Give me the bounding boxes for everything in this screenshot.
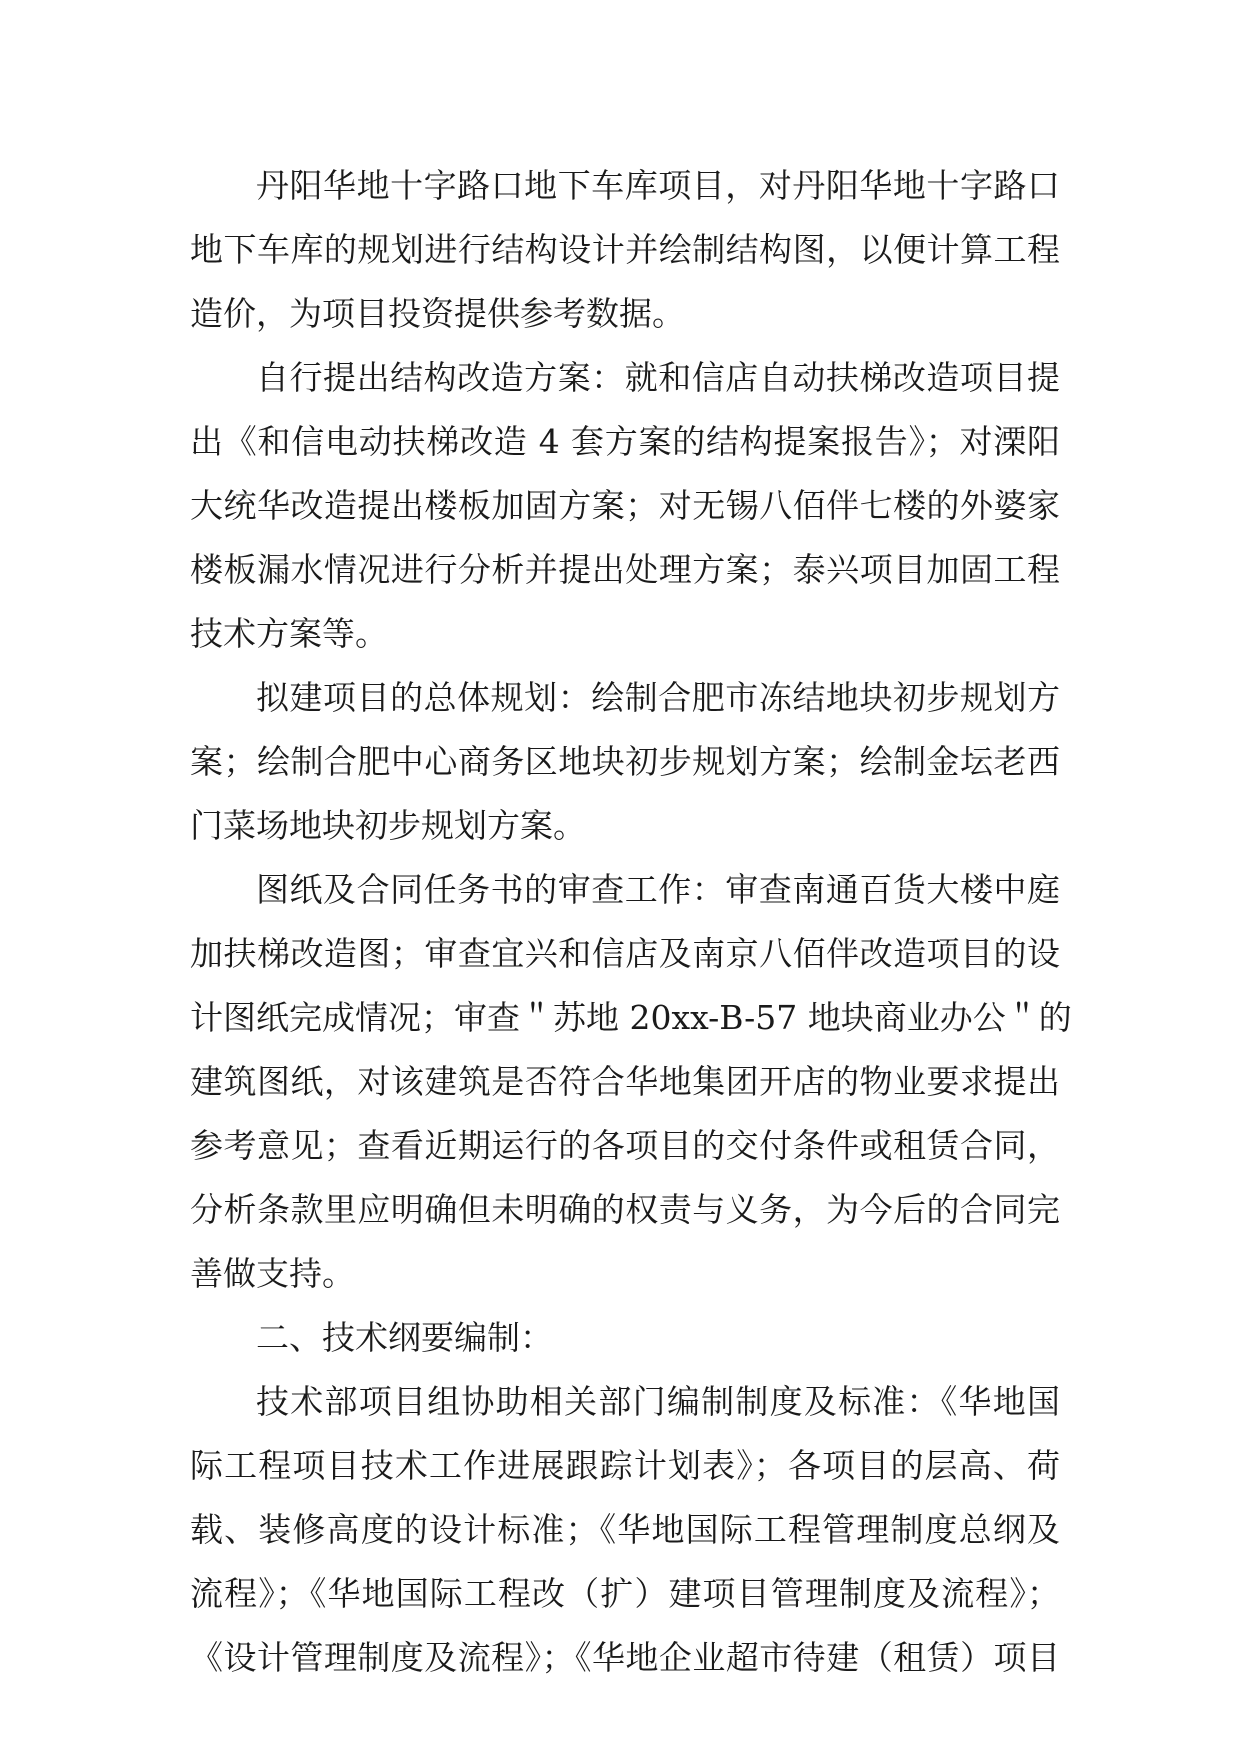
document-body [190, 154, 1072, 1690]
text-line-23: 流程》；《华地国际工程改（扩）建项目管理制度及流程》； [190, 1574, 1060, 1613]
text-line-16: 参考意见；查看近期运行的各项目的交付条件或租赁合同， [190, 1126, 1060, 1165]
text-line-12: 图纸及合同任务书的审查工作：审查南通百货大楼中庭 [256, 870, 1060, 909]
text-line-11: 门菜场地块初步规划方案。 [190, 806, 586, 845]
section-heading: 二、技术纲要编制： [256, 1318, 553, 1357]
text-line-2: 地下车库的规划进行结构设计并绘制结构图，以便计算工程 [190, 230, 1060, 269]
text-line-10: 案；绘制合肥中心商务区地块初步规划方案；绘制金坛老西 [190, 742, 1060, 781]
text-line-8: 技术方案等。 [190, 614, 388, 653]
text-line-21: 际工程项目技术工作进展跟踪计划表》；各项目的层高、荷 [190, 1446, 1060, 1485]
text-line-5: 出《和信电动扶梯改造 4 套方案的结构提案报告》；对溧阳 [190, 422, 1060, 461]
text-line-24: 《设计管理制度及流程》；《华地企业超市待建（租赁）项目 [190, 1638, 1060, 1677]
text-line-15: 建筑图纸，对该建筑是否符合华地集团开店的物业要求提出 [190, 1062, 1060, 1101]
text-line-7: 楼板漏水情况进行分析并提出处理方案；泰兴项目加固工程 [190, 550, 1060, 589]
text-line-17: 分析条款里应明确但未明确的权责与义务，为今后的合同完 [190, 1190, 1060, 1229]
text-line-1: 丹阳华地十字路口地下车库项目，对丹阳华地十字路口 [256, 166, 1060, 205]
text-line-3: 造价，为项目投资提供参考数据。 [190, 294, 685, 333]
text-line-6: 大统华改造提出楼板加固方案；对无锡八佰伴七楼的外婆家 [190, 486, 1060, 525]
text-line-4: 自行提出结构改造方案：就和信店自动扶梯改造项目提 [256, 358, 1060, 397]
text-line-18: 善做支持。 [190, 1254, 355, 1293]
text-line-14: 计图纸完成情况；审查＂苏地 20xx-B-57 地块商业办公＂的 [190, 998, 1072, 1037]
text-line-13: 加扶梯改造图；审查宜兴和信店及南京八佰伴改造项目的设 [190, 934, 1060, 973]
text-line-20: 技术部项目组协助相关部门编制制度及标准：《华地国 [256, 1382, 1060, 1421]
text-line-22: 载、装修高度的设计标准；《华地国际工程管理制度总纲及 [190, 1510, 1060, 1549]
text-line-9: 拟建项目的总体规划：绘制合肥市冻结地块初步规划方 [256, 678, 1060, 717]
